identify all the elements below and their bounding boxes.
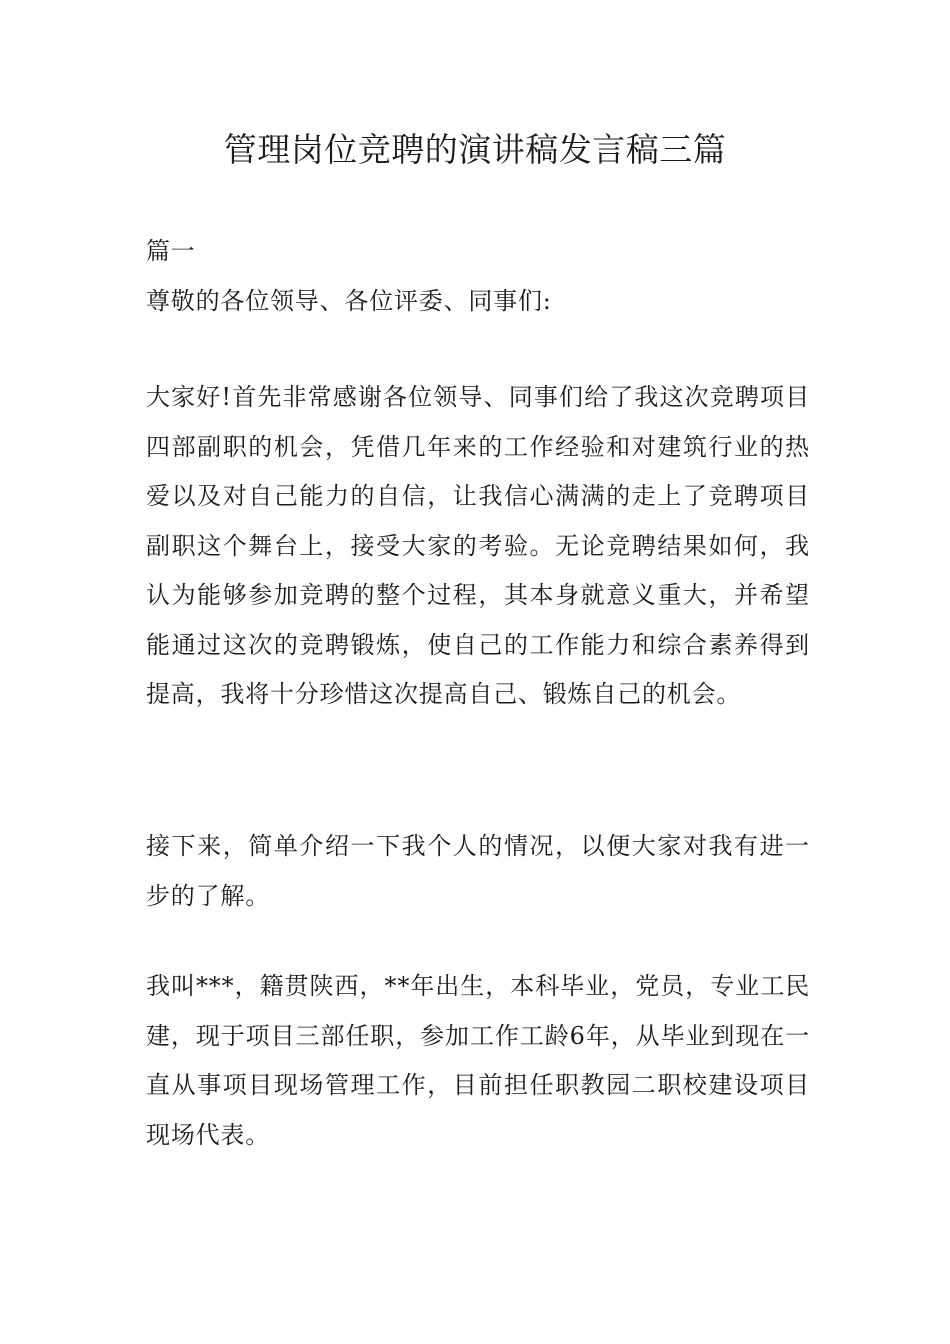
paragraph-opening: 大家好!首先非常感谢各位领导、同事们给了我这次竞聘项目四部副职的机会，凭借几年来的工作经验和对建筑行业的热爱以及对自己能力的自信，让我信心满满的走上了竞聘项目副职这个舞台上，接受大家的考验。无论竞聘结果如何，我认为能够参加竞聘的整个过程，其本身就意义重大，并希望能通过这次的竞聘锻炼，使自己的工作能力和综合素养得到提高，我将十分珍惜这次提高自己、锻炼自己的机会。 bbox=[146, 383, 810, 708]
paragraph-intro: 接下来，简单介绍一下我个人的情况，以便大家对我有进一步的了解。 bbox=[146, 832, 810, 910]
salutation: 尊敬的各位领导、各位评委、同事们: bbox=[146, 287, 552, 315]
section-label: 篇一 bbox=[146, 237, 196, 265]
paragraph-personal-info: 我叫***，籍贯陕西，**年出生，本科毕业，党员，专业工民建，现于项目三部任职，参加工作工龄6年，从毕业到现在一直从事项目现场管理工作，目前担任职教园二职校建设项目现场代表。 bbox=[146, 972, 810, 1149]
document-title: 管理岗位竞聘的演讲稿发言稿三篇 bbox=[223, 130, 727, 169]
